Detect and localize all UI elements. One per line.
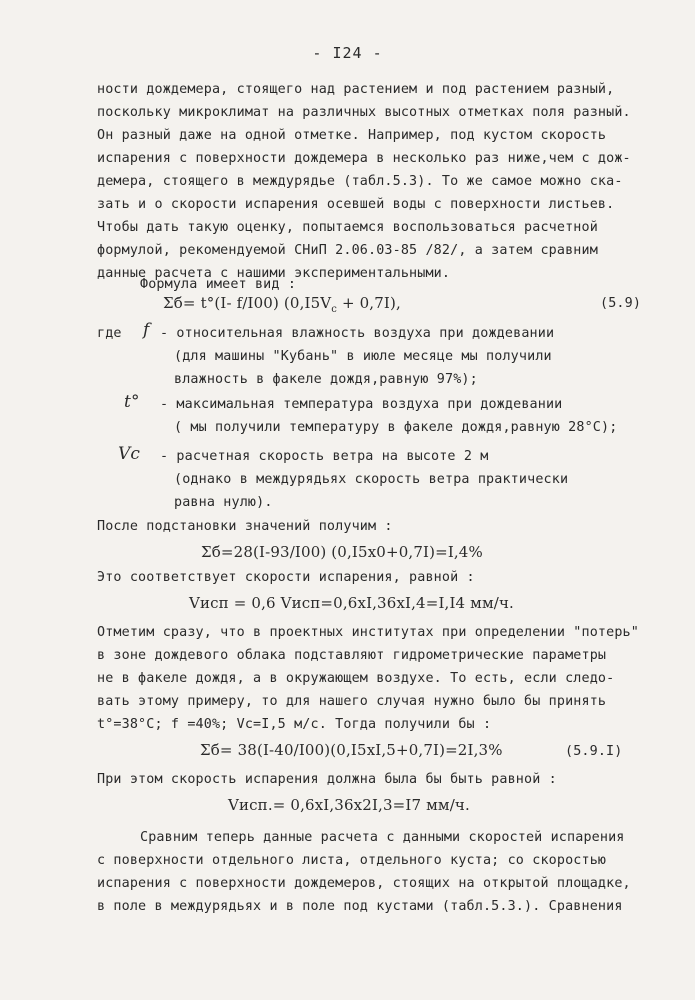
text-line: испарения с поверхности дождемера в несколько раз ниже,чем с дож- [97,151,631,166]
def-line: равна нулю). [174,495,273,510]
text-line: данные расчета с нашими экспериментальными. [97,266,451,281]
text-line: После подстановки значений получим : [97,519,393,534]
formula-result: Σб=28(I-93/I00) (0,I5x0+0,7I)=I,4% [201,543,483,561]
text-line: При этом скорость испарения должна была бы быть равной : [97,772,557,787]
text-line: ности дождемера, стоящего над растением и под растением разный, [97,82,615,97]
text-line: зать и о скорости испарения осевшей воды с поверхности листьев. [97,197,615,212]
text-line: t°=38°С; f =40%; Vc=I,5 м/с. Тогда получили бы : [97,717,492,732]
text-line: Это соответствует скорости испарения, равной : [97,570,475,585]
text-line: Отметим сразу, что в проектных институтах при определении "потерь" [97,625,639,640]
page-number: - I24 - [312,44,383,62]
formula-evap-rate: Vисп = 0,6 Vисп=0,6xI,36xI,4=I,I4 мм/ч. [189,594,514,612]
text-line: вать этому примеру, то для нашего случая нужно было бы принять [97,694,607,709]
text-line: Чтобы дать такую оценку, попытаемся воспользоваться расчетной [97,220,598,235]
text-line: в поле в междурядьях и в поле под кустами (табл.5.3.). Сравнения [97,899,623,914]
symbol-vc: Vc [118,444,141,464]
formula-5-9-1: Σб= 38(I-40/I00)(0,I5xI,5+0,7I)=2I,3% [200,741,503,759]
text-line: Сравним теперь данные расчета с данными скоростей испарения [140,830,625,845]
def-line: - относительная влажность воздуха при дождевании [160,326,555,341]
formula-number: (5.9) [600,296,642,311]
text-line: испарения с поверхности дождемеров, стоящих на открытой площадке, [97,876,631,891]
formula-5-9: Σб= t°(I- f/I00) $(0,I5V_c + 0,7I)$, [163,294,401,315]
symbol-f: f [143,320,150,340]
formula-number: (5.9.I) [565,744,623,759]
def-line: (для машины "Кубань" в июле месяце мы получили [174,349,552,364]
def-line: - максимальная температура воздуха при дождевании [160,397,563,412]
def-line: ( мы получили температуру в факеле дождя,равную 28°С); [174,420,618,435]
text-line: Он разный даже на одной отметке. Например, под кустом скорость [97,128,607,143]
text-line: с поверхности отдельного листа, отдельного куста; со скоростью [97,853,607,868]
text-line: демера, стоящего в междурядье (табл.5.3). То же самое можно ска- [97,174,623,189]
text-line: в зоне дождевого облака подставляют гидрометрические параметры [97,648,607,663]
symbol-t: t° [124,392,140,412]
def-line: влажность в факеле дождя,равную 97%); [174,372,478,387]
text-line: формулой, рекомендуемой СНиП 2.06.03-85 /82/, а затем сравним [97,243,598,258]
formula-intro: Формула имеет вид : [140,277,297,292]
where-word: где [97,326,122,341]
def-line: - расчетная скорость ветра на высоте 2 м [160,449,489,464]
text-line: поскольку микроклимат на различных высотных отметках поля разный. [97,105,631,120]
text-line: не в факеле дождя, а в окружающем воздухе. То есть, если следо- [97,671,615,686]
formula-evap-rate-2: Vисп.= 0,6xI,36x2I,3=I7 мм/ч. [228,796,470,814]
def-line: (однако в междурядьях скорость ветра практически [174,472,569,487]
